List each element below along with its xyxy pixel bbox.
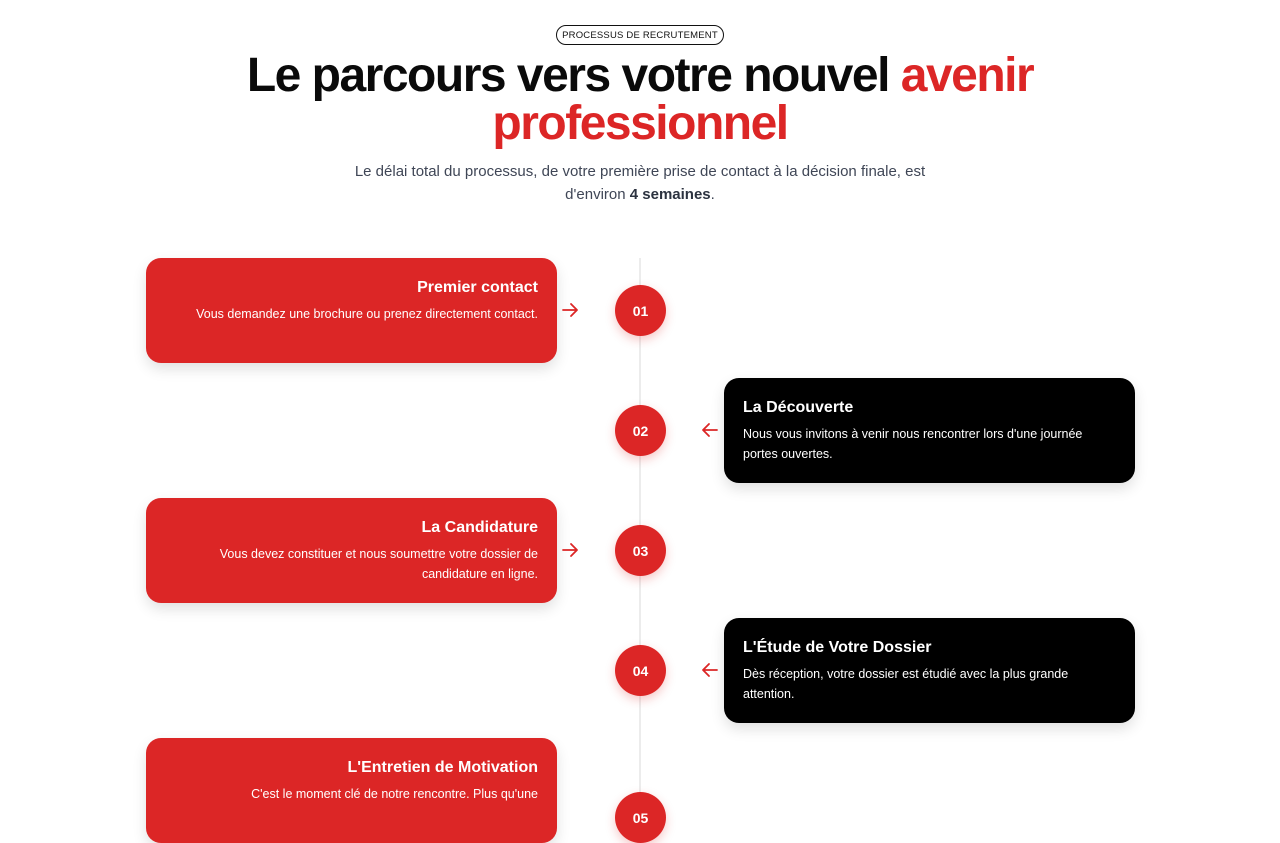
title-accent: avenir professionnel: [492, 49, 1034, 150]
page-subtitle: [330, 161, 950, 206]
step-title: Premier contact: [417, 279, 538, 296]
arrow-left-icon: [701, 422, 719, 438]
step-description: Vous demandez une brochure ou prenez directement contact.: [196, 307, 538, 321]
step-title: La Découverte: [743, 399, 854, 416]
arrow-left-icon: [701, 662, 719, 678]
step-card-5: [146, 738, 557, 843]
step-number-4: 04: [615, 645, 666, 696]
step-card-1: [146, 258, 557, 363]
arrow-right-icon: [561, 542, 579, 558]
step-number-3: 03: [615, 525, 666, 576]
subtitle-duration: 4 semaines: [629, 185, 711, 203]
page-title: [140, 49, 1140, 150]
step-description: Dès réception, votre dossier est étudié avec la plus grande attention.: [743, 667, 1069, 701]
step-number-2: 02: [615, 405, 666, 456]
step-number-5: 05: [615, 792, 666, 843]
title-main: Le parcours vers votre nouvel: [246, 49, 901, 102]
section-badge: PROCESSUS DE RECRUTEMENT: [556, 25, 724, 45]
step-card-4: [724, 618, 1135, 723]
subtitle-end: .: [710, 185, 715, 203]
arrow-right-icon: [561, 302, 579, 318]
step-description: Nous vous invitons à venir nous rencontrer lors d'une journée portes ouvertes.: [743, 427, 1083, 461]
step-title: La Candidature: [421, 519, 538, 536]
step-title: L'Entretien de Motivation: [347, 759, 538, 776]
step-title: L'Étude de Votre Dossier: [743, 639, 932, 656]
subtitle-text: Le délai total du processus, de votre première prise de contact à la décision finale, est d'environ: [354, 163, 926, 203]
step-description: Vous devez constituer et nous soumettre votre dossier de candidature en ligne.: [219, 547, 538, 581]
step-description: C'est le moment clé de notre rencontre. Plus qu'une: [251, 787, 538, 801]
step-card-3: [146, 498, 557, 603]
step-card-2: [724, 378, 1135, 483]
step-number-1: 01: [615, 285, 666, 336]
